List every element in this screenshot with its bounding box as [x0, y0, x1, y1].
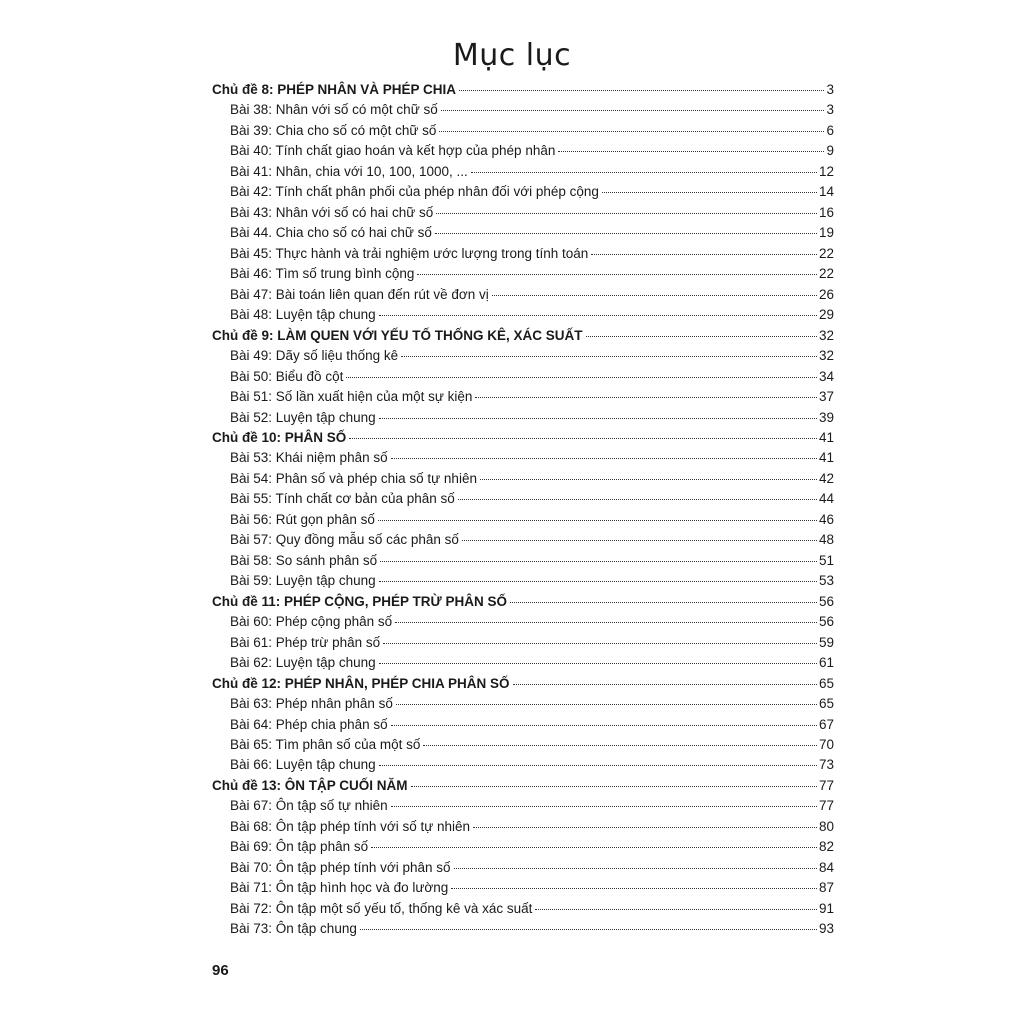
- toc-page-number: 53: [818, 573, 834, 589]
- toc-lesson-row: [212, 530, 834, 550]
- lesson-title: Bài 38: Nhân với số có một chữ số: [230, 102, 438, 118]
- dot-leader: [558, 151, 824, 152]
- dot-leader: [379, 315, 817, 316]
- lesson-title: Bài 72: Ôn tập một số yếu tố, thống kê và xác suất: [230, 900, 533, 916]
- toc-page-number: 91: [818, 900, 834, 916]
- lesson-title: Bài 59: Luyện tập chung: [230, 573, 376, 589]
- toc-lesson-row: [212, 182, 834, 202]
- toc-topic-row: [212, 80, 834, 100]
- toc-page-number: 59: [818, 634, 834, 650]
- dot-leader: [379, 581, 817, 582]
- toc-lesson-row: [212, 367, 834, 387]
- dot-leader: [411, 786, 817, 787]
- lesson-title: Bài 58: So sánh phân số: [230, 552, 378, 568]
- page-number: 96: [212, 962, 229, 979]
- toc-lesson-row: [212, 899, 834, 919]
- toc-page-number: 44: [818, 491, 834, 507]
- topic-title: Chủ đề 8: PHÉP NHÂN VÀ PHÉP CHIA: [212, 82, 457, 97]
- dot-leader: [441, 110, 825, 111]
- lesson-title: Bài 47: Bài toán liên quan đến rút về đơn vị: [230, 286, 489, 302]
- dot-leader: [417, 274, 817, 275]
- dot-leader: [378, 520, 817, 521]
- toc-page-number: 32: [818, 348, 834, 364]
- dot-leader: [475, 397, 817, 398]
- toc-topic-row: [212, 776, 834, 796]
- topic-title: Chủ đề 13: ÔN TẬP CUỐI NĂM: [212, 777, 408, 793]
- toc-page-number: 9: [826, 143, 834, 159]
- toc-lesson-row: [212, 817, 834, 837]
- dot-leader: [371, 847, 817, 848]
- lesson-title: Bài 62: Luyện tập chung: [230, 655, 376, 671]
- dot-leader: [586, 336, 817, 337]
- toc-page-number: 41: [818, 450, 834, 466]
- toc-page-number: 6: [826, 122, 834, 138]
- page-title: Mục lục: [452, 38, 572, 73]
- dot-leader: [535, 909, 817, 910]
- toc-page-number: 80: [818, 818, 834, 834]
- toc-lesson-row: [212, 633, 834, 653]
- toc-page-number: 65: [818, 675, 834, 691]
- toc-page-number: 65: [818, 696, 834, 712]
- lesson-title: Bài 41: Nhân, chia với 10, 100, 1000, ...: [230, 163, 468, 179]
- toc-lesson-row: [212, 203, 834, 223]
- dot-leader: [591, 254, 817, 255]
- toc-lesson-row: [212, 715, 834, 735]
- lesson-title: Bài 51: Số lần xuất hiện của một sự kiện: [230, 389, 473, 405]
- dot-leader: [380, 561, 817, 562]
- toc-page-number: 34: [818, 368, 834, 384]
- dot-leader: [458, 499, 817, 500]
- toc-page-number: 37: [818, 389, 834, 405]
- lesson-title: Bài 73: Ôn tập chung: [230, 921, 357, 937]
- lesson-title: Bài 61: Phép trừ phân số: [230, 634, 381, 650]
- toc-lesson-row: [212, 387, 834, 407]
- lesson-title: Bài 42: Tính chất phân phối của phép nhân đối với phép cộng: [230, 184, 599, 200]
- dot-leader: [454, 868, 817, 869]
- lesson-title: Bài 49: Dãy số liệu thống kê: [230, 348, 399, 364]
- toc-lesson-row: [212, 510, 834, 530]
- toc-lesson-row: [212, 653, 834, 673]
- lesson-title: Bài 71: Ôn tập hình học và đo lường: [230, 880, 449, 896]
- toc-page-number: 3: [826, 102, 834, 118]
- lesson-title: Bài 57: Quy đồng mẫu số các phân số: [230, 532, 459, 548]
- dot-leader: [391, 458, 817, 459]
- dot-leader: [510, 602, 817, 603]
- dot-leader: [391, 725, 817, 726]
- dot-leader: [459, 90, 824, 91]
- lesson-title: Bài 60: Phép cộng phân số: [230, 614, 393, 630]
- toc-page-number: 29: [818, 307, 834, 323]
- topic-title: Chủ đề 9: LÀM QUEN VỚI YẾU TỐ THỐNG KÊ, XÁC SUẤT: [212, 327, 583, 343]
- toc-lesson-row: [212, 121, 834, 141]
- toc-lesson-row: [212, 408, 834, 428]
- toc-page-number: 61: [818, 655, 834, 671]
- toc-lesson-row: [212, 612, 834, 632]
- toc-page-number: 93: [818, 921, 834, 937]
- toc-topic-row: [212, 592, 834, 612]
- toc-page-number: 77: [818, 798, 834, 814]
- toc-lesson-row: [212, 878, 834, 898]
- dot-leader: [423, 745, 817, 746]
- toc-topic-row: [212, 326, 834, 346]
- dot-leader: [383, 643, 817, 644]
- toc-topic-row: [212, 428, 834, 448]
- toc-lesson-row: [212, 346, 834, 366]
- lesson-title: Bài 44. Chia cho số có hai chữ số: [230, 225, 432, 241]
- dot-leader: [395, 622, 817, 623]
- dot-leader: [360, 929, 817, 930]
- dot-leader: [349, 438, 817, 439]
- toc-page-number: 22: [818, 245, 834, 261]
- toc-lesson-row: [212, 755, 834, 775]
- toc-page-number: 87: [818, 880, 834, 896]
- toc-lesson-row: [212, 735, 834, 755]
- toc-page-number: 56: [818, 593, 834, 609]
- dot-leader: [439, 131, 824, 132]
- lesson-title: Bài 67: Ôn tập số tự nhiên: [230, 798, 388, 814]
- toc-lesson-row: [212, 837, 834, 857]
- topic-title: Chủ đề 10: PHÂN SỐ: [212, 429, 347, 445]
- toc-lesson-row: [212, 469, 834, 489]
- dot-leader: [471, 172, 817, 173]
- toc-lesson-row: [212, 264, 834, 284]
- dot-leader: [379, 663, 817, 664]
- toc-lesson-row: [212, 141, 834, 161]
- lesson-title: Bài 43: Nhân với số có hai chữ số: [230, 204, 434, 220]
- toc-lesson-row: [212, 162, 834, 182]
- toc-page-number: 22: [818, 266, 834, 282]
- table-of-contents: [212, 80, 834, 940]
- dot-leader: [435, 233, 817, 234]
- lesson-title: Bài 70: Ôn tập phép tính với phân số: [230, 859, 451, 875]
- lesson-title: Bài 68: Ôn tập phép tính với số tự nhiên: [230, 818, 471, 834]
- lesson-title: Bài 55: Tính chất cơ bản của phân số: [230, 491, 455, 507]
- toc-page-number: 51: [818, 552, 834, 568]
- toc-page-number: 41: [818, 429, 834, 445]
- dot-leader: [462, 540, 817, 541]
- toc-page-number: 70: [818, 737, 834, 752]
- toc-page-number: 77: [818, 777, 834, 793]
- dot-leader: [436, 213, 817, 214]
- toc-lesson-row: [212, 448, 834, 468]
- toc-lesson-row: [212, 100, 834, 120]
- dot-leader: [492, 295, 817, 296]
- toc-lesson-row: [212, 694, 834, 714]
- toc-page-number: 73: [818, 757, 834, 773]
- lesson-title: Bài 69: Ôn tập phân số: [230, 839, 369, 855]
- toc-page-number: 84: [818, 859, 834, 875]
- lesson-title: Bài 66: Luyện tập chung: [230, 757, 376, 773]
- toc-lesson-row: [212, 489, 834, 509]
- toc-page-number: 26: [818, 286, 834, 302]
- lesson-title: Bài 50: Biểu đồ cột: [230, 368, 344, 384]
- toc-lesson-row: [212, 796, 834, 816]
- toc-page-number: 14: [818, 184, 834, 200]
- toc-page-number: 32: [818, 327, 834, 343]
- dot-leader: [480, 479, 817, 480]
- toc-page-number: 56: [818, 614, 834, 630]
- lesson-title: Bài 64: Phép chia phân số: [230, 716, 388, 732]
- dot-leader: [401, 356, 817, 357]
- dot-leader: [513, 684, 817, 685]
- lesson-title: Bài 54: Phân số và phép chia số tự nhiên: [230, 470, 477, 486]
- toc-page-number: 46: [818, 511, 834, 527]
- toc-page-number: 67: [818, 716, 834, 732]
- toc-lesson-row: [212, 571, 834, 591]
- toc-page-number: 3: [826, 82, 834, 97]
- lesson-title: Bài 63: Phép nhân phân số: [230, 696, 393, 712]
- dot-leader: [602, 192, 817, 193]
- toc-lesson-row: [212, 223, 834, 243]
- toc-lesson-row: [212, 551, 834, 571]
- lesson-title: Bài 39: Chia cho số có một chữ số: [230, 122, 437, 138]
- toc-topic-row: [212, 674, 834, 694]
- dot-leader: [451, 888, 817, 889]
- lesson-title: Bài 56: Rút gọn phân số: [230, 511, 375, 527]
- toc-page-number: 39: [818, 409, 834, 425]
- lesson-title: Bài 45: Thực hành và trải nghiệm ước lượng trong tính toán: [230, 245, 589, 261]
- lesson-title: Bài 65: Tìm phân số của một số: [230, 737, 421, 752]
- dot-leader: [346, 377, 817, 378]
- dot-leader: [379, 418, 817, 419]
- toc-page-number: 16: [818, 204, 834, 220]
- lesson-title: Bài 53: Khái niệm phân số: [230, 450, 388, 466]
- dot-leader: [391, 806, 817, 807]
- toc-lesson-row: [212, 285, 834, 305]
- toc-page-number: 12: [818, 163, 834, 179]
- lesson-title: Bài 40: Tính chất giao hoán và kết hợp của phép nhân: [230, 143, 556, 159]
- lesson-title: Bài 52: Luyện tập chung: [230, 409, 376, 425]
- dot-leader: [379, 765, 817, 766]
- toc-page-number: 48: [818, 532, 834, 548]
- toc-page-number: 82: [818, 839, 834, 855]
- topic-title: Chủ đề 11: PHÉP CỘNG, PHÉP TRỪ PHÂN SỐ: [212, 593, 508, 609]
- toc-lesson-row: [212, 919, 834, 939]
- dot-leader: [473, 827, 817, 828]
- lesson-title: Bài 46: Tìm số trung bình cộng: [230, 266, 415, 282]
- toc-lesson-row: [212, 858, 834, 878]
- topic-title: Chủ đề 12: PHÉP NHÂN, PHÉP CHIA PHÂN SỐ: [212, 675, 510, 691]
- toc-lesson-row: [212, 244, 834, 264]
- toc-page-number: 19: [818, 225, 834, 241]
- lesson-title: Bài 48: Luyện tập chung: [230, 307, 376, 323]
- toc-page-number: 42: [818, 470, 834, 486]
- dot-leader: [396, 704, 817, 705]
- toc-lesson-row: [212, 305, 834, 325]
